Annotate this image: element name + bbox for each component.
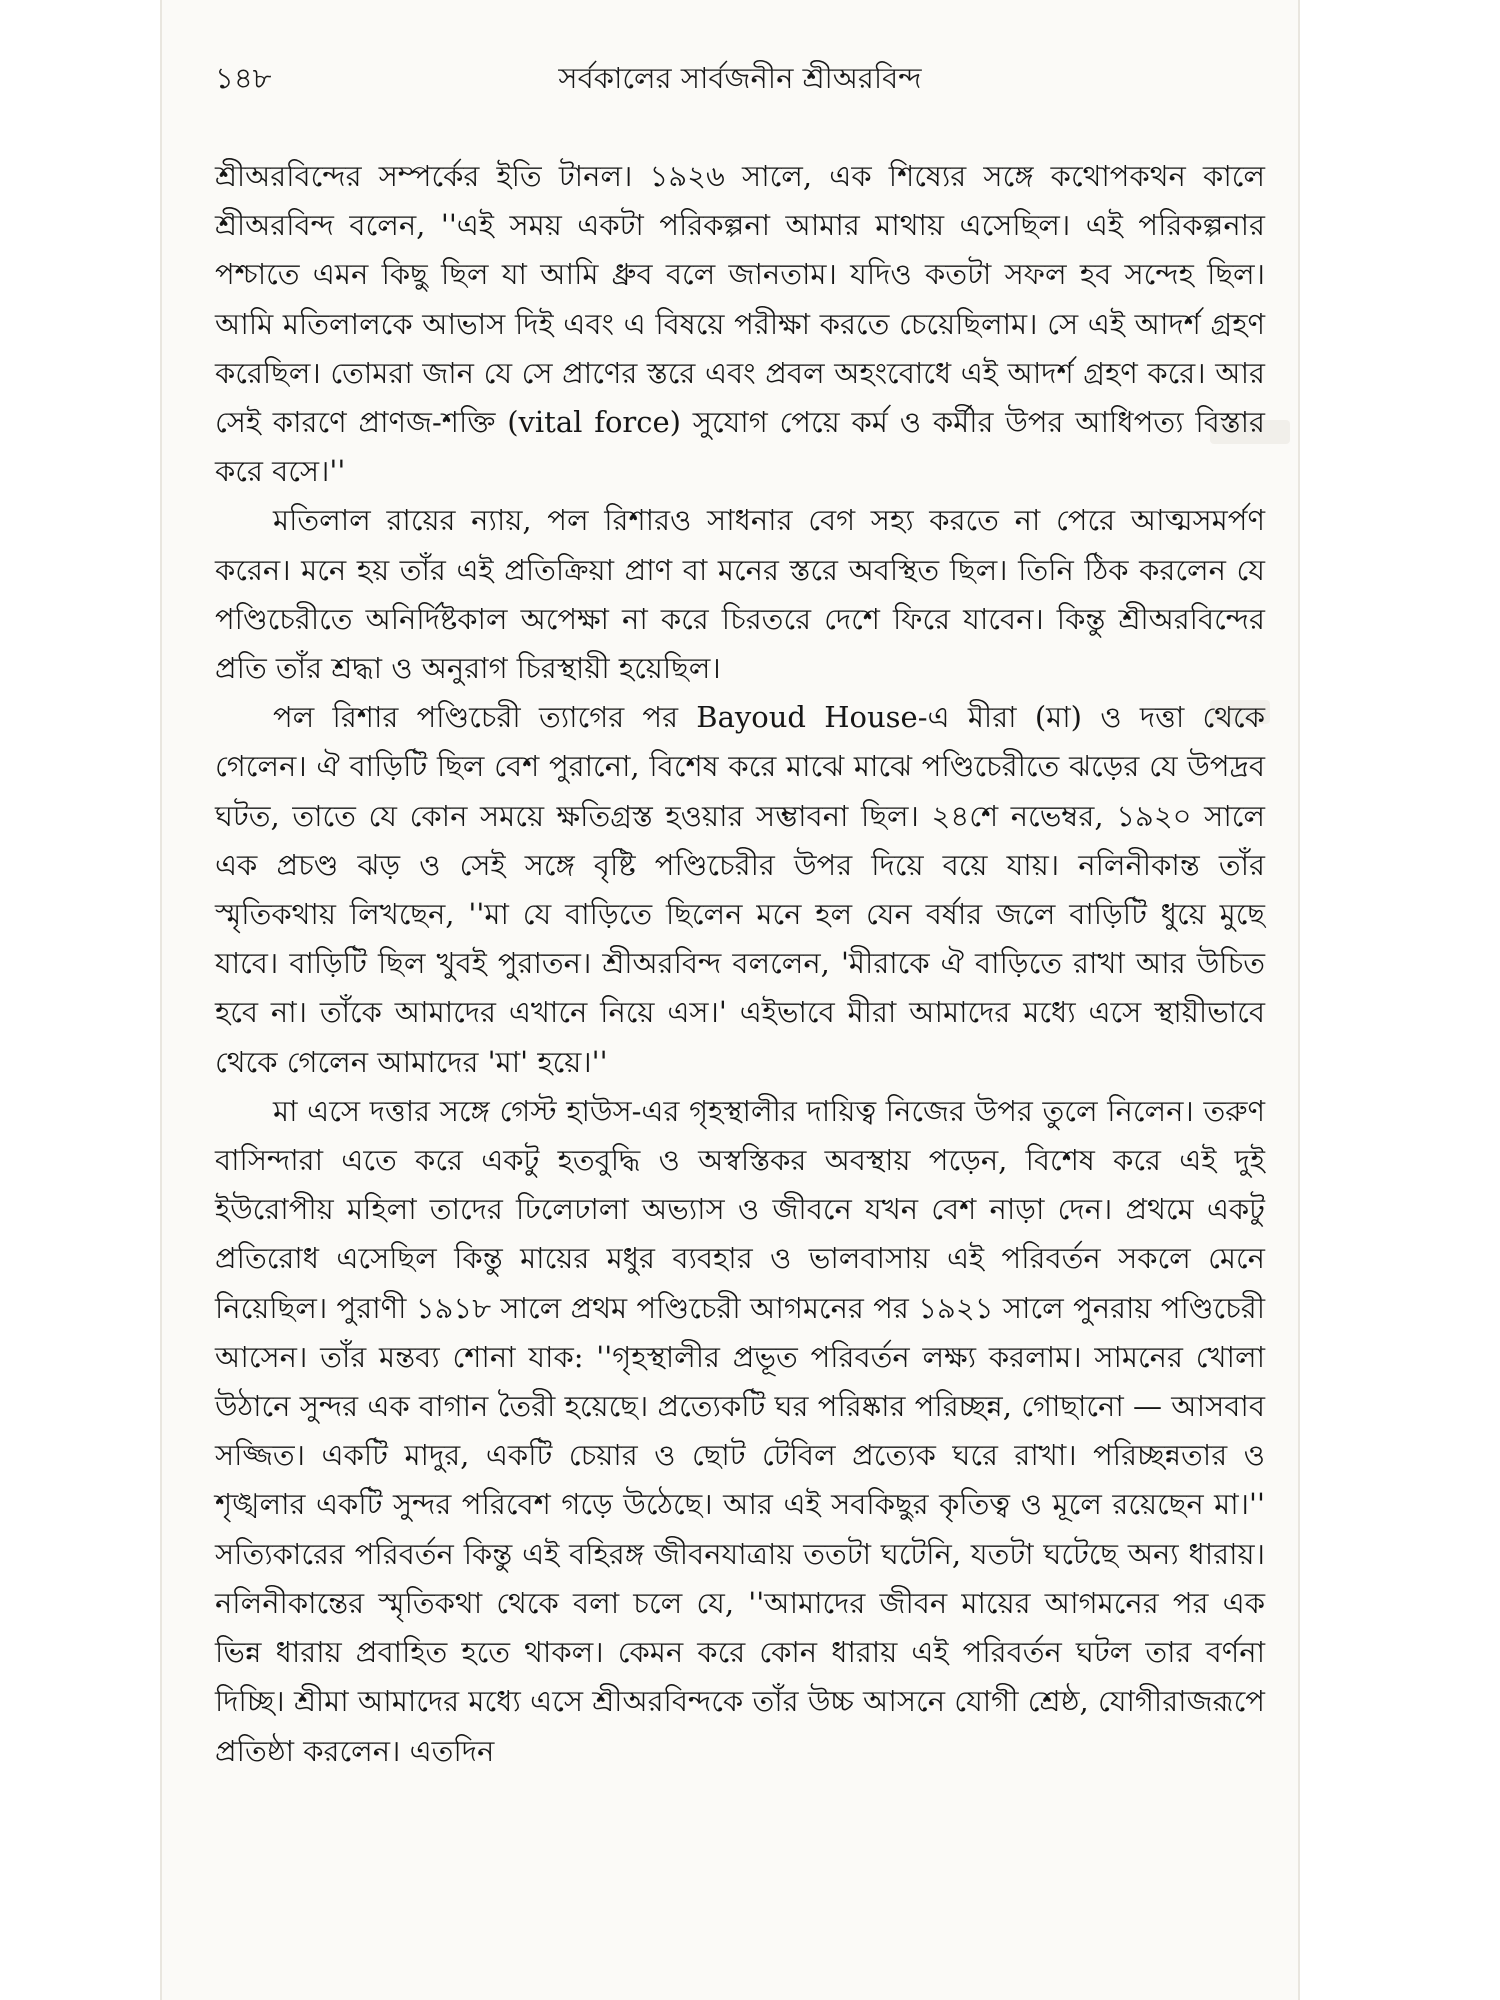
running-title: সর্বকালের সার্বজনীন শ্রীঅরবিন্দ <box>558 61 922 95</box>
paragraph: শ্রীঅরবিন্দের সম্পর্কের ইতি টানল। ১৯২৬ সালে, এক শিষ্যের সঙ্গে কথোপকথন কালে শ্রীঅরবিন্দ বলেন, ''এই সময় একটা পরিকল্পনা আমার মাথায় এসেছিল। এই পরিকল্পনার পশ্চাতে এমন কিছু ছিল যা আমি ধ্রুব বলে জানতাম। যদিও কতটা সফল হব সন্দেহ ছিল। আমি মতিলালকে আভাস দিই এবং এ বিষয়ে পরীক্ষা করতে চেয়েছিলাম। সে এই আদর্শ গ্রহণ করেছিল। তোমরা জান যে সে প্রাণের স্তরে এবং প্রবল অহংবোধে এই আদর্শ গ্রহণ করে। আর সেই কারণে প্রাণজ-শক্তি (vital force) সুযোগ পেয়ে কর্ম ও কর্মীর উপর আধিপত্য বিস্তার করে বসে।'' <box>215 159 1265 489</box>
body-text <box>215 152 1265 1776</box>
page-header <box>215 48 1265 108</box>
page-right-edge <box>1298 0 1300 2000</box>
page-left-edge <box>160 0 162 2000</box>
paragraph: পল রিশার পণ্ডিচেরী ত্যাগের পর Bayoud House-এ মীরা (মা) ও দত্তা থেকে গেলেন। ঐ বাড়িটি ছিল বেশ পুরানো, বিশেষ করে মাঝে মাঝে পণ্ডিচেরীতে ঝড়ের যে উপদ্রব ঘটত, তাতে যে কোন সময়ে ক্ষতিগ্রস্ত হওয়ার সম্ভাবনা ছিল। ২৪শে নভেম্বর, ১৯২০ সালে এক প্রচণ্ড ঝড় ও সেই সঙ্গে বৃষ্টি পণ্ডিচেরীর উপর দিয়ে বয়ে যায়। নলিনীকান্ত তাঁর স্মৃতিকথায় লিখছেন, ''মা যে বাড়িতে ছিলেন মনে হল যেন বর্ষার জলে বাড়িটি ধুয়ে মুছে যাবে। বাড়িটি ছিল খুবই পুরাতন। শ্রীঅরবিন্দ বললেন, 'মীরাকে ঐ বাড়িতে রাখা আর উচিত হবে না। তাঁকে আমাদের এখানে নিয়ে এস।' এইভাবে মীরা আমাদের মধ্যে এসে স্থায়ীভাবে থেকে গেলেন আমাদের 'মা' হয়ে।'' <box>215 700 1265 1079</box>
page-number: ১৪৮ <box>215 61 272 95</box>
paragraph: মা এসে দত্তার সঙ্গে গেস্ট হাউস-এর গৃহস্থালীর দায়িত্ব নিজের উপর তুলে নিলেন। তরুণ বাসিন্দারা এতে করে একটু হতবুদ্ধি ও অস্বস্তিকর অবস্থায় পড়েন, বিশেষ করে এই দুই ইউরোপীয় মহিলা তাদের ঢিলেঢালা অভ্যাস ও জীবনে যখন বেশ নাড়া দেন। প্রথমে একটু প্রতিরোধ এসেছিল কিন্তু মায়ের মধুর ব্যবহার ও ভালবাসায় এই পরিবর্তন সকলে মেনে নিয়েছিল। পুরাণী ১৯১৮ সালে প্রথম পণ্ডিচেরী আগমনের পর ১৯২১ সালে পুনরায় পণ্ডিচেরী আসেন। তাঁর মন্তব্য শোনা যাক: ''গৃহস্থালীর প্রভূত পরিবর্তন লক্ষ্য করলাম। সামনের খোলা উঠানে সুন্দর এক বাগান তৈরী হয়েছে। প্রত্যেকটি ঘর পরিষ্কার পরিচ্ছন্ন, গোছানো — আসবাব সজ্জিত। একটি মাদুর, একটি চেয়ার ও ছোট টেবিল প্রত্যেক ঘরে রাখা। পরিচ্ছন্নতার ও শৃঙ্খলার একটি সুন্দর পরিবেশ গড়ে উঠেছে। আর এই সবকিছুর কৃতিত্ব ও মূলে রয়েছেন মা।'' সত্যিকারের পরিবর্তন কিন্তু এই বহিরঙ্গ জীবনযাত্রায় ততটা ঘটেনি, যতটা ঘটেছে অন্য ধারায়। নলিনীকান্তের স্মৃতিকথা থেকে বলা চলে যে, ''আমাদের জীবন মায়ের আগমনের পর এক ভিন্ন ধারায় প্রবাহিত হতে থাকল। কেমন করে কোন ধারায় এই পরিবর্তন ঘটল তার বর্ণনা দিচ্ছি। শ্রীমা আমাদের মধ্যে এসে শ্রীঅরবিন্দকে তাঁর উচ্চ আসনে যোগী শ্রেষ্ঠ, যোগীরাজরূপে প্রতিষ্ঠা করলেন। এতদিন <box>215 1093 1265 1768</box>
paragraph: মতিলাল রায়ের ন্যায়, পল রিশারও সাধনার বেগ সহ্য করতে না পেরে আত্মসমর্পণ করেন। মনে হয় তাঁর এই প্রতিক্রিয়া প্রাণ বা মনের স্তরে অবস্থিত ছিল। তিনি ঠিক করলেন যে পণ্ডিচেরীতে অনির্দিষ্টকাল অপেক্ষা না করে চিরতরে দেশে ফিরে যাবেন। কিন্তু শ্রীঅরবিন্দের প্রতি তাঁর শ্রদ্ধা ও অনুরাগ চিরস্থায়ী হয়েছিল। <box>215 503 1265 686</box>
